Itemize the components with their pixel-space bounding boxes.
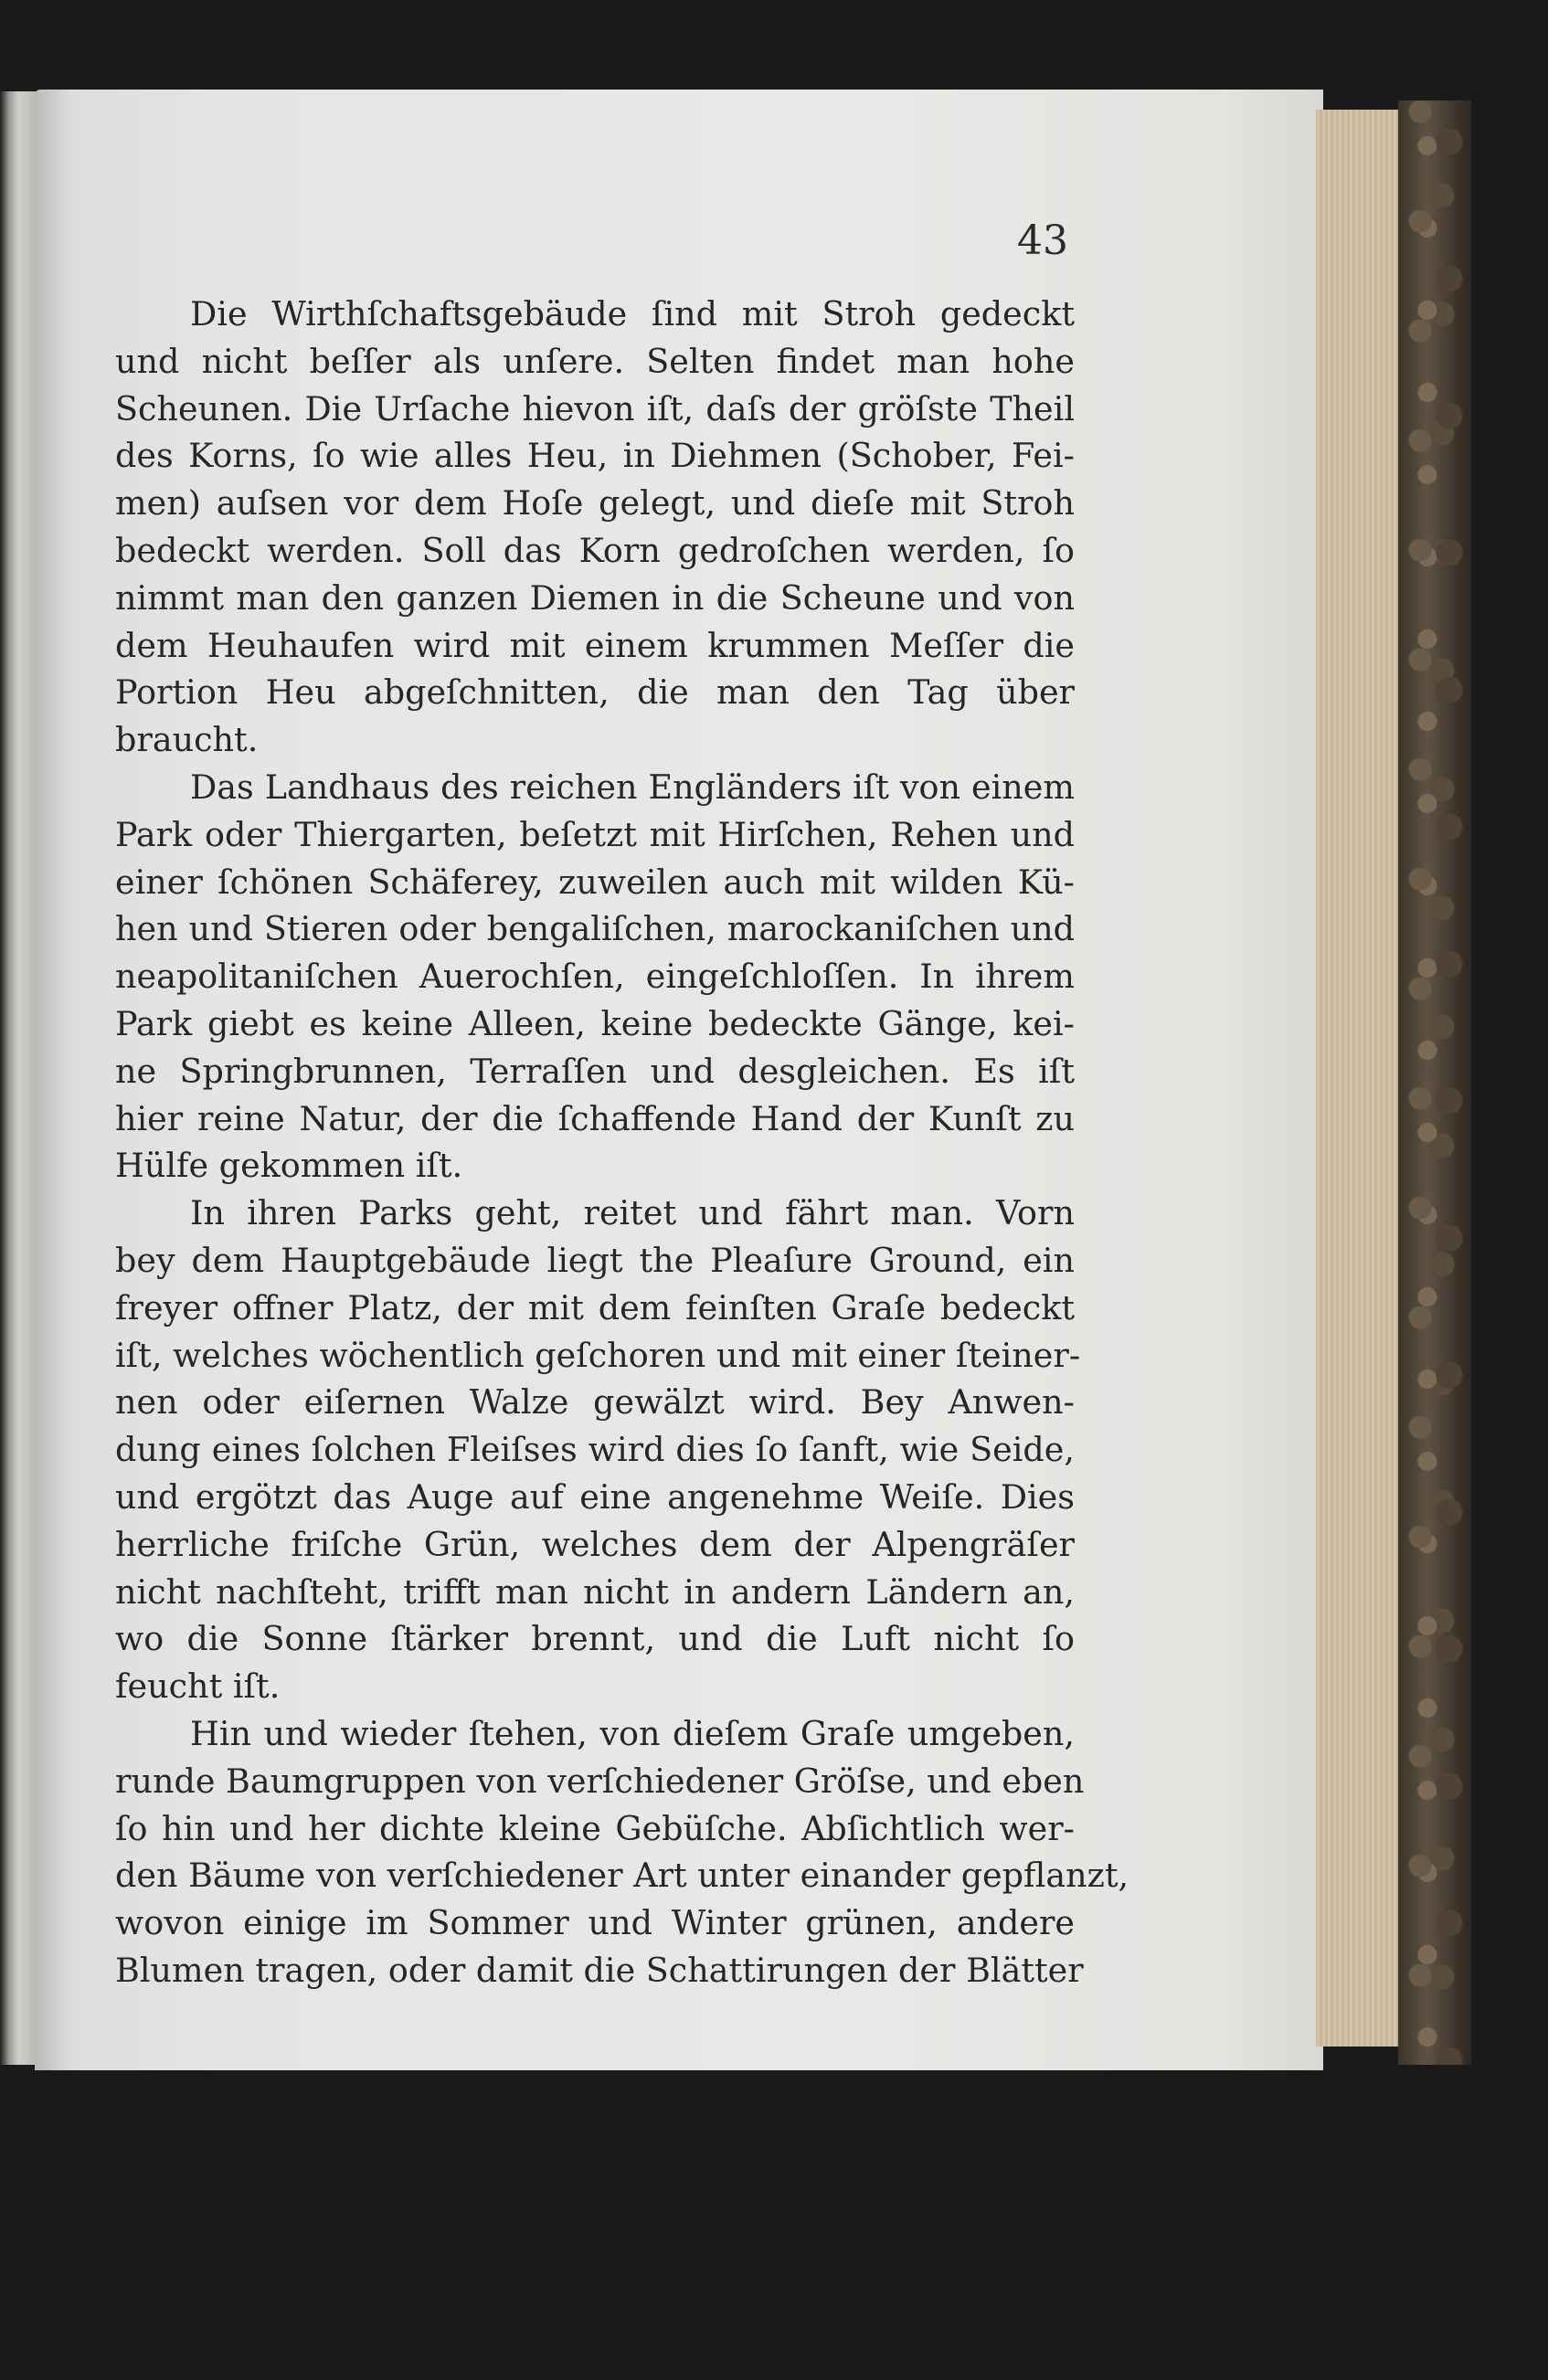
text-line: Park giebt es keine Alleen, keine bedeckte Gänge, kei- bbox=[115, 1003, 1075, 1043]
text-line: iſt, welches wöchentlich geſchoren und mit einer ſteiner- bbox=[115, 1335, 1081, 1375]
text-line: In ihren Parks geht, reitet und fährt man. Vorn bbox=[190, 1193, 1075, 1233]
text-line: bedeckt werden. Soll das Korn gedroſchen werden, ſo bbox=[115, 530, 1075, 570]
text-line: ſo hin und her dichte kleine Gebüſche. Abſichtlich wer- bbox=[115, 1808, 1075, 1848]
text-line: einer ſchönen Schäferey, zuweilen auch mit wilden Kü- bbox=[115, 862, 1075, 902]
text-line: Hülfe gekommen iſt. bbox=[115, 1146, 463, 1186]
text-line: und ergötzt das Auge auf eine angenehme Weiſe. Dies bbox=[115, 1476, 1075, 1517]
text-line: nicht nachſteht, trifft man nicht in andern Ländern an, bbox=[115, 1571, 1075, 1612]
text-line: braucht. bbox=[115, 720, 259, 760]
text-line: Das Landhaus des reichen Engländers iſt von einem bbox=[190, 767, 1075, 807]
marbled-cover bbox=[1398, 100, 1471, 2065]
text-line: men) auſsen vor dem Hoſe gelegt, und dieſe mit Stroh bbox=[115, 483, 1075, 524]
text-line: Scheunen. Die Urſache hievon iſt, daſs der gröſste Theil bbox=[115, 388, 1075, 428]
text-line: neapolitaniſchen Auerochſen, eingeſchloſſen. In ihrem bbox=[115, 957, 1075, 997]
paragraph-2 bbox=[115, 764, 1075, 1190]
text-line: Die Wirthſchaftsgebäude ſind mit Stroh gedeckt bbox=[190, 294, 1075, 333]
text-line: Portion Heu abgeſchnitten, die man den Tag über bbox=[115, 672, 1075, 713]
text-line: wovon einige im Sommer und Winter grünen, andere bbox=[115, 1903, 1075, 1943]
text-line: Hin und wieder ſtehen, von dieſem Graſe umgeben, bbox=[190, 1713, 1075, 1753]
text-line: bey dem Hauptgebäude liegt the Pleaſure Ground, ein bbox=[115, 1240, 1075, 1280]
previous-page-edge bbox=[0, 91, 37, 2065]
page-block-edge bbox=[1316, 110, 1409, 2047]
text-line: freyer offner Platz, der mit dem feinſten Graſe bedeckt bbox=[115, 1287, 1075, 1328]
page-number: 43 bbox=[1017, 217, 1068, 264]
text-line: des Korns, ſo wie alles Heu, in Diehmen (Schober, Fei- bbox=[115, 436, 1075, 476]
text-line: hen und Stieren oder bengaliſchen, marockaniſchen und bbox=[115, 909, 1075, 949]
text-line: feucht iſt. bbox=[115, 1666, 281, 1707]
text-line: dung eines ſolchen Fleiſses wird dies ſo ſanft, wie Seide, bbox=[115, 1430, 1075, 1470]
text-line: nen oder eiſernen Walze gewälzt wird. Bey Anwen- bbox=[115, 1382, 1075, 1423]
paragraph-4 bbox=[115, 1710, 1129, 1994]
text-line: den Bäume von verſchiedener Art unter einander gepflanzt, bbox=[115, 1856, 1129, 1896]
text-line: nimmt man den ganzen Diemen in die Scheune und von bbox=[115, 577, 1075, 618]
text-line: ne Springbrunnen, Terraſſen und desgleichen. Es iſt bbox=[115, 1051, 1075, 1091]
text-line: wo die Sonne ſtärker brennt, und die Luft nicht ſo bbox=[115, 1619, 1075, 1659]
text-line: runde Baumgruppen von verſchiedener Gröſse, und eben bbox=[115, 1761, 1085, 1801]
text-line: Blumen tragen, oder damit die Schattirungen der Blätter bbox=[115, 1950, 1084, 1990]
text-line: hier reine Natur, der die ſchaffende Hand der Kunſt zu bbox=[115, 1098, 1075, 1138]
text-line: Park oder Thiergarten, beſetzt mit Hirſchen, Rehen und bbox=[115, 814, 1075, 854]
body-text bbox=[115, 291, 1129, 1994]
text-line: dem Heuhaufen wird mit einem krummen Meſſer die bbox=[115, 625, 1075, 665]
text-line: herrliche friſche Grün, welches dem der Alpengräſer bbox=[115, 1524, 1075, 1564]
paragraph-3 bbox=[115, 1190, 1081, 1710]
paragraph-1 bbox=[115, 291, 1075, 764]
text-line: und nicht beſſer als unſere. Selten findet man hohe bbox=[115, 341, 1075, 381]
